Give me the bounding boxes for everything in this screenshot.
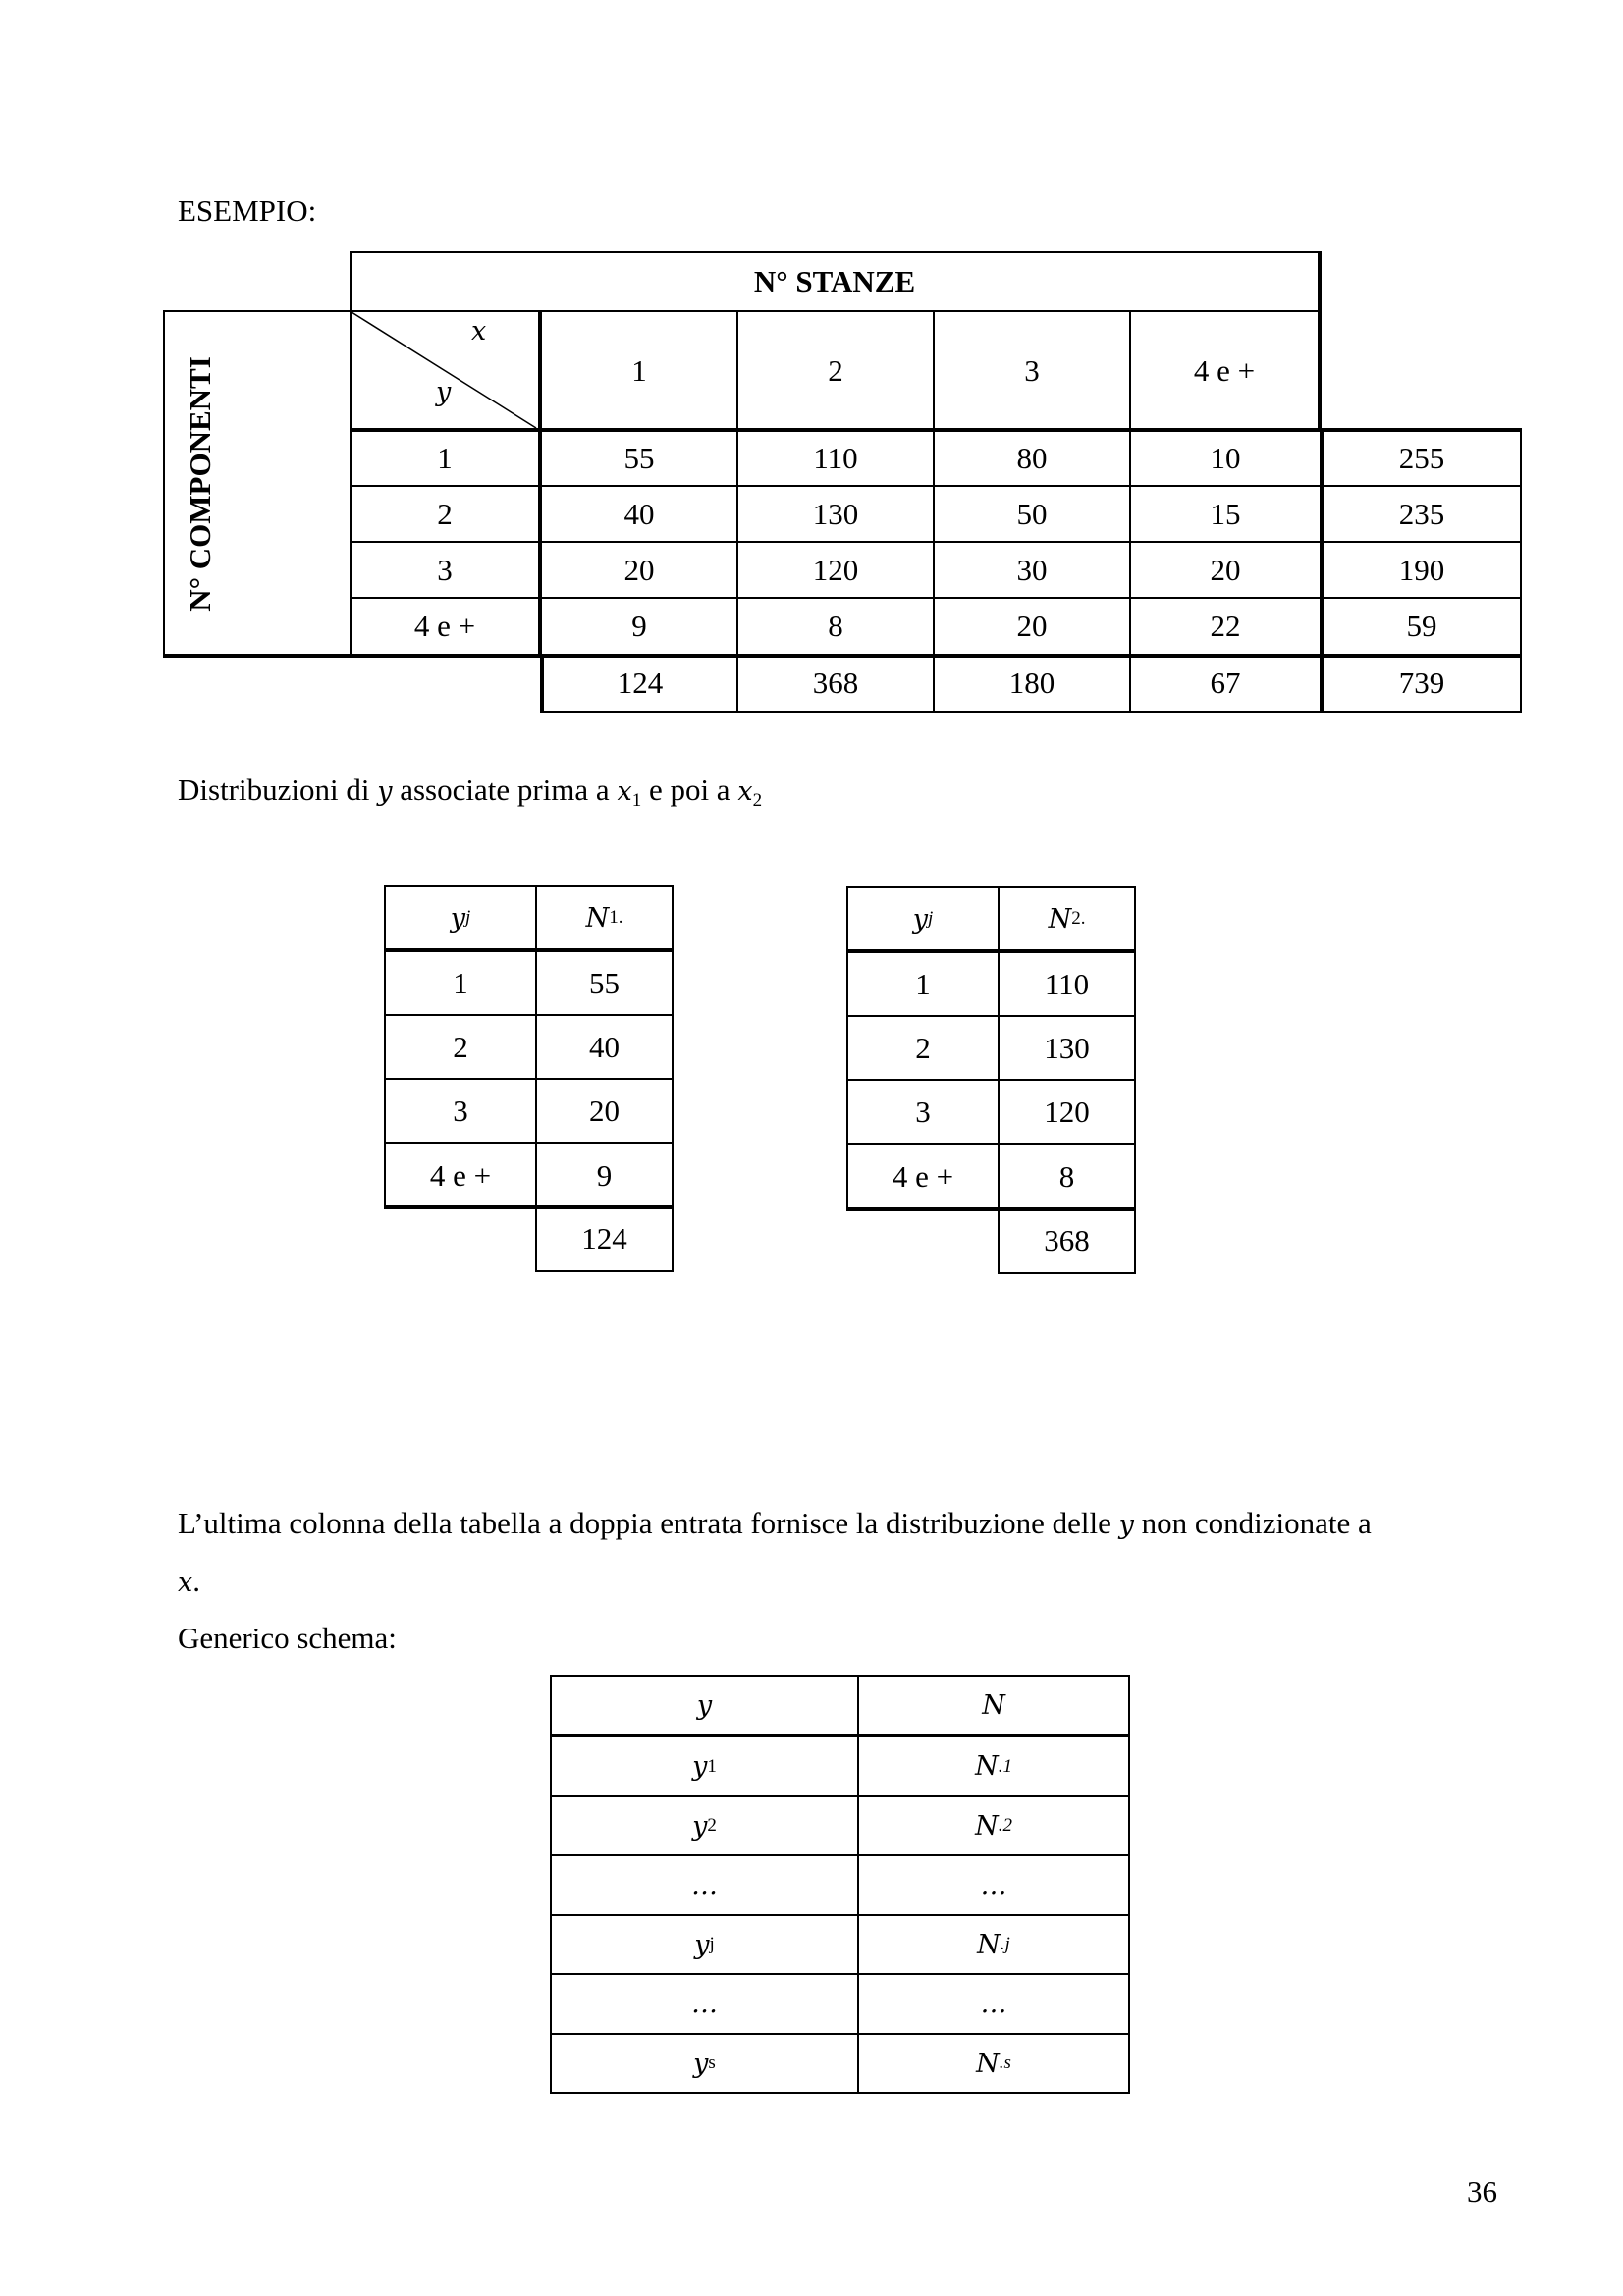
table-cell: 4 e +: [846, 1145, 998, 1208]
table-cell: 130: [998, 1017, 1136, 1081]
schema-cell-n: N .j: [857, 1916, 1130, 1975]
col-header: 4 e +: [1131, 310, 1322, 430]
table-cell: 1: [384, 952, 535, 1016]
table-cell: 50: [935, 487, 1131, 543]
table-cell: 15: [1131, 487, 1324, 543]
schema-cell-n: N .s: [857, 2035, 1130, 2094]
row-total: 255: [1324, 432, 1522, 487]
table-cell: 55: [542, 432, 738, 487]
grand-total: 739: [1324, 656, 1522, 713]
page-number: 36: [1467, 2174, 1497, 2209]
table-cell: 3: [846, 1081, 998, 1145]
table-cell: 20: [935, 599, 1131, 654]
table-cell: 2: [846, 1017, 998, 1081]
col-header: 3: [935, 310, 1131, 430]
table-cell: 3: [384, 1080, 535, 1144]
table-cell: 20: [542, 543, 738, 599]
schema-cell-n: …: [857, 1856, 1130, 1916]
table-cell: 110: [738, 432, 935, 487]
corner-y-label: y: [436, 377, 452, 407]
table-cell: 1: [846, 953, 998, 1017]
col-header: 1: [542, 310, 738, 430]
table-cell: 20: [1131, 543, 1324, 599]
table-n2-total: 368: [998, 1209, 1136, 1274]
table-cell: 8: [738, 599, 935, 654]
schema-cell-y: y 1: [550, 1737, 857, 1797]
table-cell: 22: [1131, 599, 1324, 654]
corner-cell: [350, 310, 542, 430]
paragraph-line-2: x.: [178, 1564, 200, 1598]
row-header: 1: [350, 432, 542, 487]
schema-cell-y: y 2: [550, 1797, 857, 1856]
diagonal-line: [350, 310, 542, 430]
table-n1-total: 124: [535, 1207, 674, 1272]
row-total: 235: [1324, 487, 1522, 543]
table-cell: 110: [998, 953, 1136, 1017]
col-total: 124: [540, 656, 738, 713]
col-total: 67: [1131, 656, 1324, 713]
col-total: 368: [738, 656, 935, 713]
table-cell: 80: [935, 432, 1131, 487]
table-cell: 120: [738, 543, 935, 599]
table-cell: 40: [542, 487, 738, 543]
row-header: 2: [350, 487, 542, 543]
distrib-caption: Distribuzioni di y associate prima a $x_1$ e poi a $x_2$: [178, 773, 763, 811]
corner-x-label: x: [471, 316, 487, 347]
col-header: 2: [738, 310, 935, 430]
table-cell: 9: [535, 1144, 674, 1207]
table-cell: 10: [1131, 432, 1324, 487]
schema-cell-y: …: [550, 1975, 857, 2035]
table-cell: 30: [935, 543, 1131, 599]
table-cell: 2: [384, 1016, 535, 1080]
schema-header-y: y: [550, 1675, 857, 1735]
row-total: 190: [1324, 543, 1522, 599]
table-cell: 55: [535, 952, 674, 1016]
row-total: 59: [1324, 599, 1522, 654]
col-total: 180: [935, 656, 1131, 713]
schema-label: Generico schema:: [178, 1621, 397, 1655]
table-n2-header-n: N 2.: [998, 886, 1136, 951]
schema-cell-n: N .2: [857, 1797, 1130, 1856]
example-heading: ESEMPIO:: [178, 193, 317, 228]
schema-cell-n: …: [857, 1975, 1130, 2035]
row-group-header: N° COMPONENTI: [183, 356, 217, 612]
table-cell: 20: [535, 1080, 674, 1144]
table-cell: 4 e +: [384, 1144, 535, 1207]
paragraph-line-1: L’ultima colonna della tabella a doppia entrata fornisce la distribuzione delle y non condizionate a: [178, 1506, 1372, 1540]
table-cell: 40: [535, 1016, 674, 1080]
row-header: 3: [350, 543, 542, 599]
table-cell: 130: [738, 487, 935, 543]
row-header: 4 e +: [350, 599, 542, 654]
schema-header-n: N: [857, 1675, 1130, 1735]
col-group-header: N° STANZE: [350, 251, 1322, 310]
table-cell: 8: [998, 1145, 1136, 1208]
table-cell: 9: [542, 599, 738, 654]
schema-cell-y: …: [550, 1856, 857, 1916]
table-n1-header-y: y j: [384, 885, 535, 950]
schema-cell-n: N .1: [857, 1737, 1130, 1797]
table-n2-header-y: y j: [846, 886, 998, 951]
table-n1-header-n: N 1.: [535, 885, 674, 950]
schema-cell-y: y j: [550, 1916, 857, 1975]
table-cell: 120: [998, 1081, 1136, 1145]
schema-cell-y: y s: [550, 2035, 857, 2094]
